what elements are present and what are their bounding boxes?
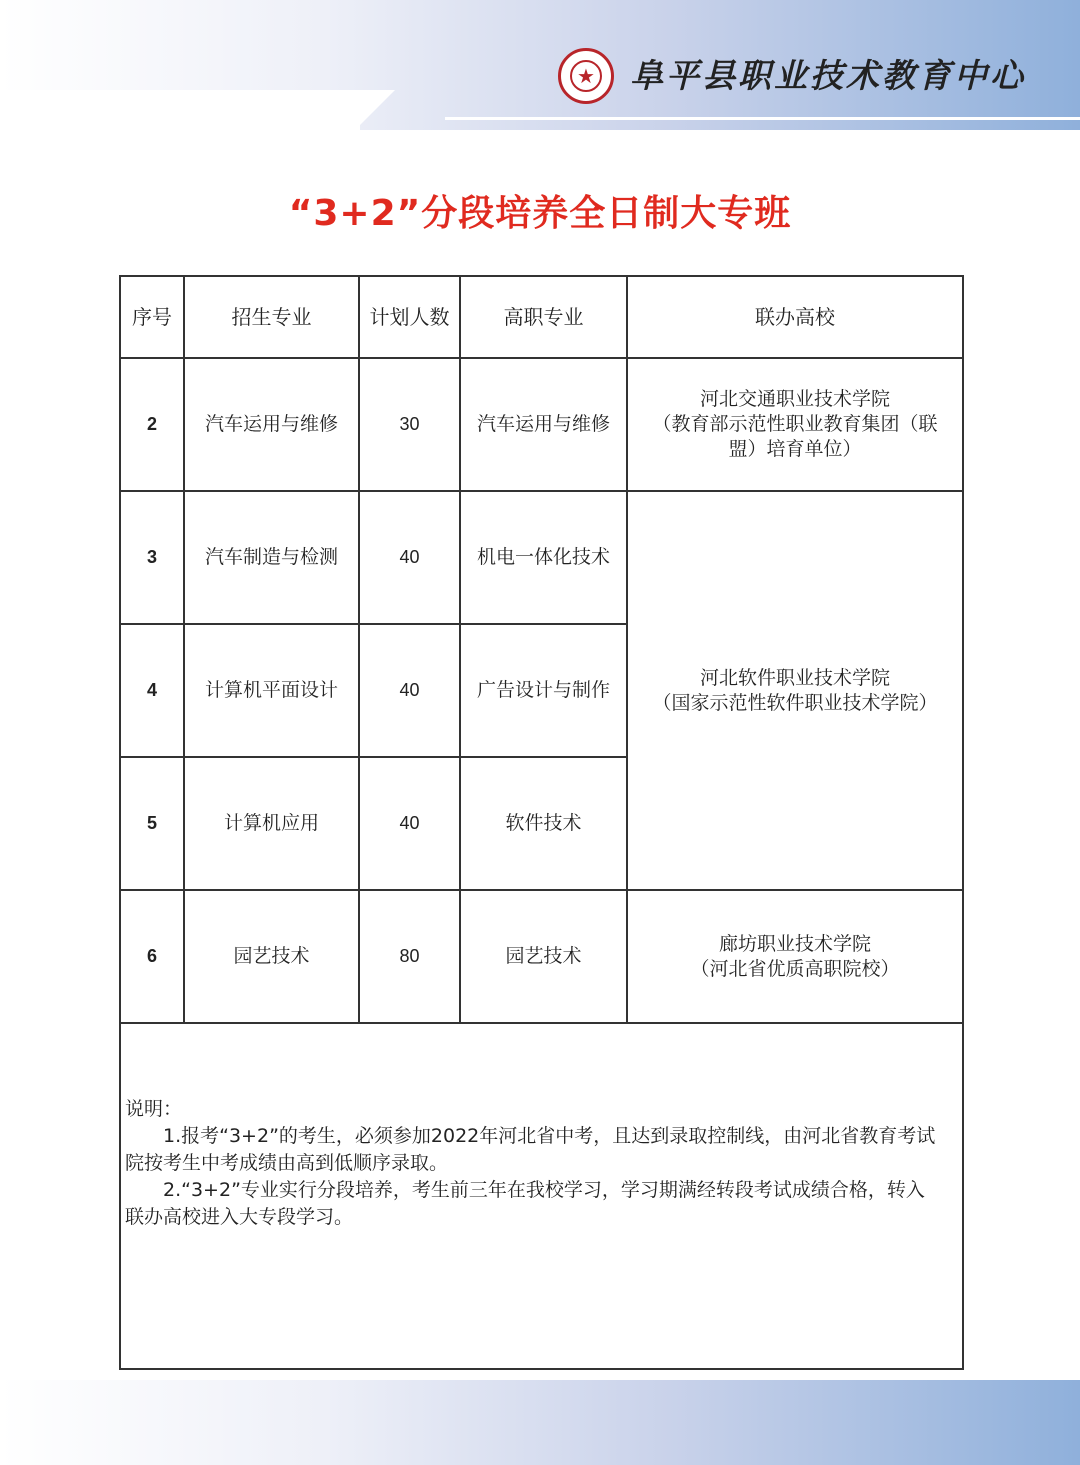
note-item: 2.“3+2”专业实行分段培养，考生前三年在我校学习，学习期满经转段考试成绩合格，转入联办高校进入大专段学习。	[125, 1179, 925, 1228]
emblem-star-icon: ★	[577, 64, 595, 88]
cell-school: 廊坊职业技术学院 （河北省优质高职院校）	[627, 890, 963, 1023]
page-title: “3+2”分段培养全日制大专班	[288, 193, 792, 234]
table-header-row	[120, 276, 963, 358]
cell-major: 园艺技术	[184, 890, 359, 1023]
col-header-major: 招生专业	[184, 276, 359, 358]
cell-major: 汽车运用与维修	[184, 358, 359, 491]
notes-heading: 说明：	[125, 1098, 183, 1120]
cell-no: 2	[120, 358, 184, 491]
cell-major: 计算机应用	[184, 757, 359, 890]
cell-higher-major: 机电一体化技术	[460, 491, 627, 624]
col-header-school: 联办高校	[627, 276, 963, 358]
note-item: 1.报考“3+2”的考生，必须参加2022年河北省中考，且达到录取控制线，由河北省教育考试院按考生中考成绩由高到低顺序录取。	[125, 1125, 936, 1174]
cell-school: 河北交通职业技术学院 （教育部示范性职业教育集团（联盟）培育单位）	[627, 358, 963, 491]
school-emblem-icon	[558, 48, 614, 104]
cell-plan: 40	[359, 624, 460, 757]
col-header-higher-major: 高职专业	[460, 276, 627, 358]
cell-major: 汽车制造与检测	[184, 491, 359, 624]
col-header-plan: 计划人数	[359, 276, 460, 358]
emblem-inner-ring	[570, 60, 602, 92]
cell-plan: 30	[359, 358, 460, 491]
enrollment-table	[119, 275, 964, 1370]
header-notch-slope	[355, 90, 395, 130]
cell-plan: 40	[359, 491, 460, 624]
notes-row	[120, 1023, 963, 1369]
cell-plan: 80	[359, 890, 460, 1023]
header-divider	[445, 117, 1080, 120]
table-row	[120, 491, 963, 624]
cell-no: 4	[120, 624, 184, 757]
col-header-no: 序号	[120, 276, 184, 358]
cell-higher-major: 软件技术	[460, 757, 627, 890]
cell-no: 6	[120, 890, 184, 1023]
cell-higher-major: 广告设计与制作	[460, 624, 627, 757]
cell-higher-major: 园艺技术	[460, 890, 627, 1023]
cell-school: 河北软件职业技术学院 （国家示范性软件职业技术学院）	[627, 491, 963, 890]
footer-band	[0, 1380, 1080, 1465]
cell-no: 5	[120, 757, 184, 890]
table-row	[120, 890, 963, 1023]
table-row	[120, 358, 963, 491]
cell-plan: 40	[359, 757, 460, 890]
cell-higher-major: 汽车运用与维修	[460, 358, 627, 491]
cell-major: 计算机平面设计	[184, 624, 359, 757]
notes-cell	[120, 1023, 963, 1369]
header-notch	[0, 90, 360, 130]
cell-no: 3	[120, 491, 184, 624]
org-name: 阜平县职业技术教育中心	[630, 56, 1026, 95]
